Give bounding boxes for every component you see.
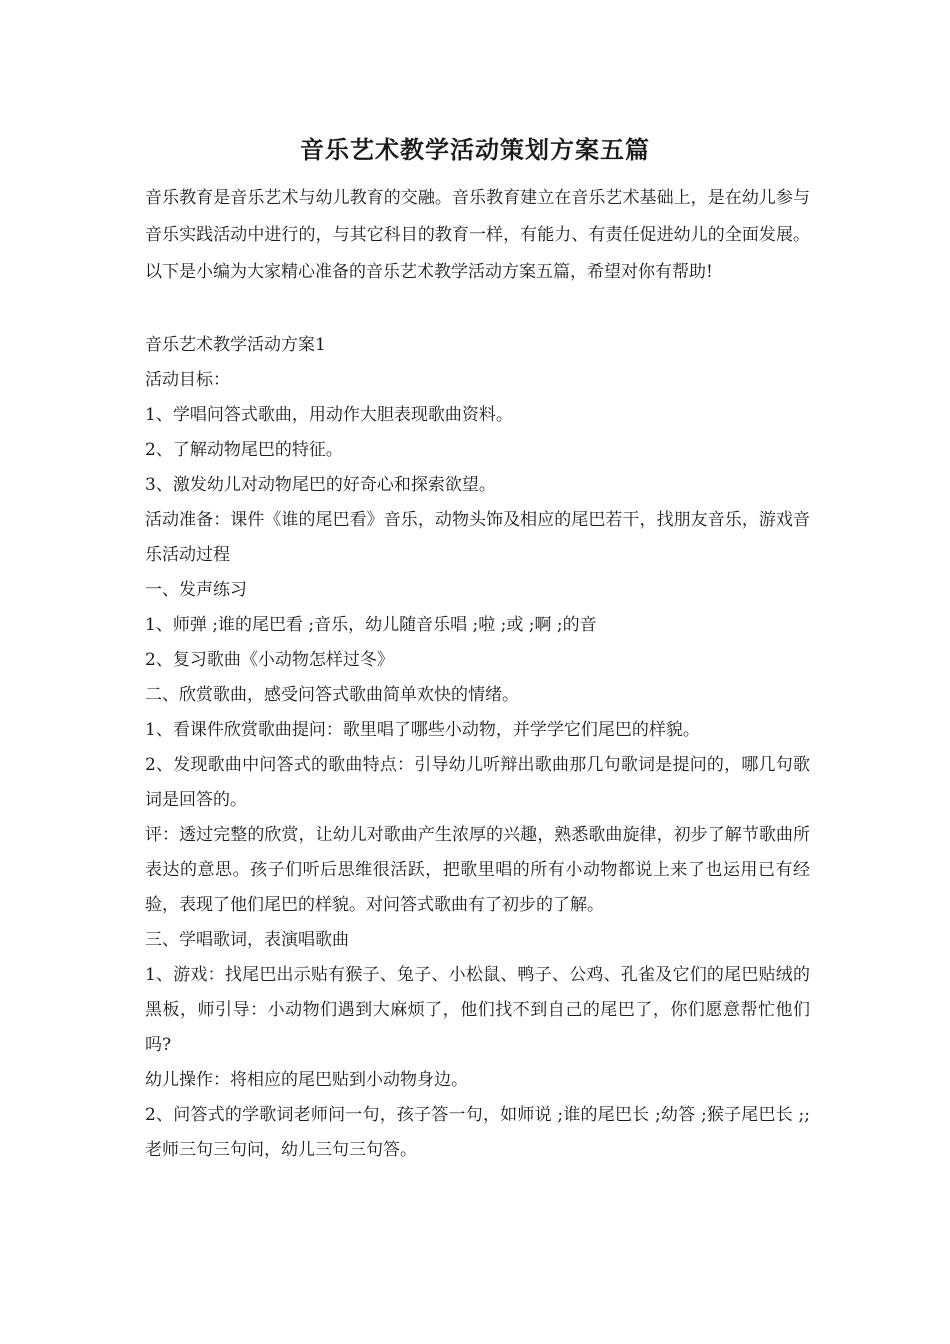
step-item: 1、看课件欣赏歌曲提问：歌里唱了哪些小动物，并学学它们尾巴的样貌。 <box>145 720 700 740</box>
goal-item: 3、激发幼儿对动物尾巴的好奇心和探索欲望。 <box>145 475 496 495</box>
step-item: 2、问答式的学歌词老师问一句，孩子答一句，如师说 ;谁的尾巴长 ;幼答 ;猴子尾巴长 ;;老师三句三句问，幼儿三句三句答。 <box>145 1105 810 1160</box>
step-item: 2、复习歌曲《小动物怎样过冬》 <box>145 650 394 670</box>
section-plan-1 <box>145 328 810 1168</box>
step-item: 幼儿操作：将相应的尾巴贴到小动物身边。 <box>145 1070 468 1090</box>
document-body <box>145 180 810 1168</box>
intro-paragraph: 音乐教育是音乐艺术与幼儿教育的交融。音乐教育建立在音乐艺术基础上，是在幼儿参与音乐实践活动中进行的，与其它科目的教育一样，有能力、有责任促进幼儿的全面发展。以下是小编为大家精心准备的音乐艺术教学活动方案五篇，希望对你有帮助! <box>145 188 810 282</box>
goal-item: 1、学唱问答式歌曲，用动作大胆表现歌曲资料。 <box>145 405 513 425</box>
document-title: 音乐艺术教学活动策划方案五篇 <box>300 135 650 164</box>
step-heading: 一、发声练习 <box>145 580 247 600</box>
step-item: 2、发现歌曲中问答式的歌曲特点：引导幼儿听辩出歌曲那几句歌词是提问的，哪几句歌词是回答的。 <box>145 755 810 810</box>
section-heading: 音乐艺术教学活动方案1 <box>145 335 326 355</box>
step-item: 1、游戏：找尾巴出示贴有猴子、兔子、小松鼠、鸭子、公鸡、孔雀及它们的尾巴贴绒的黑板，师引导：小动物们遇到大麻烦了，他们找不到自己的尾巴了，你们愿意帮忙他们吗? <box>145 965 810 1055</box>
goal-item: 2、了解动物尾巴的特征。 <box>145 440 343 460</box>
preparation-paragraph: 活动准备：课件《谁的尾巴看》音乐，动物头饰及相应的尾巴若干，找朋友音乐，游戏音乐活动过程 <box>145 510 810 565</box>
subheading-goals: 活动目标： <box>145 370 230 390</box>
comment-paragraph: 评：透过完整的欣赏，让幼儿对歌曲产生浓厚的兴趣，熟悉歌曲旋律，初步了解节歌曲所表达的意思。孩子们听后思维很活跃，把歌里唱的所有小动物都说上来了也运用已有经验，表现了他们尾巴的样貌。对问答式歌曲有了初步的了解。 <box>145 825 810 915</box>
step-item: 1、师弹 ;谁的尾巴看 ;音乐，幼儿随音乐唱 ;啦 ;或 ;啊 ;的音 <box>145 615 597 635</box>
step-heading: 二、欣赏歌曲，感受问答式歌曲简单欢快的情绪。 <box>145 685 519 705</box>
step-heading: 三、学唱歌词，表演唱歌曲 <box>145 930 349 950</box>
